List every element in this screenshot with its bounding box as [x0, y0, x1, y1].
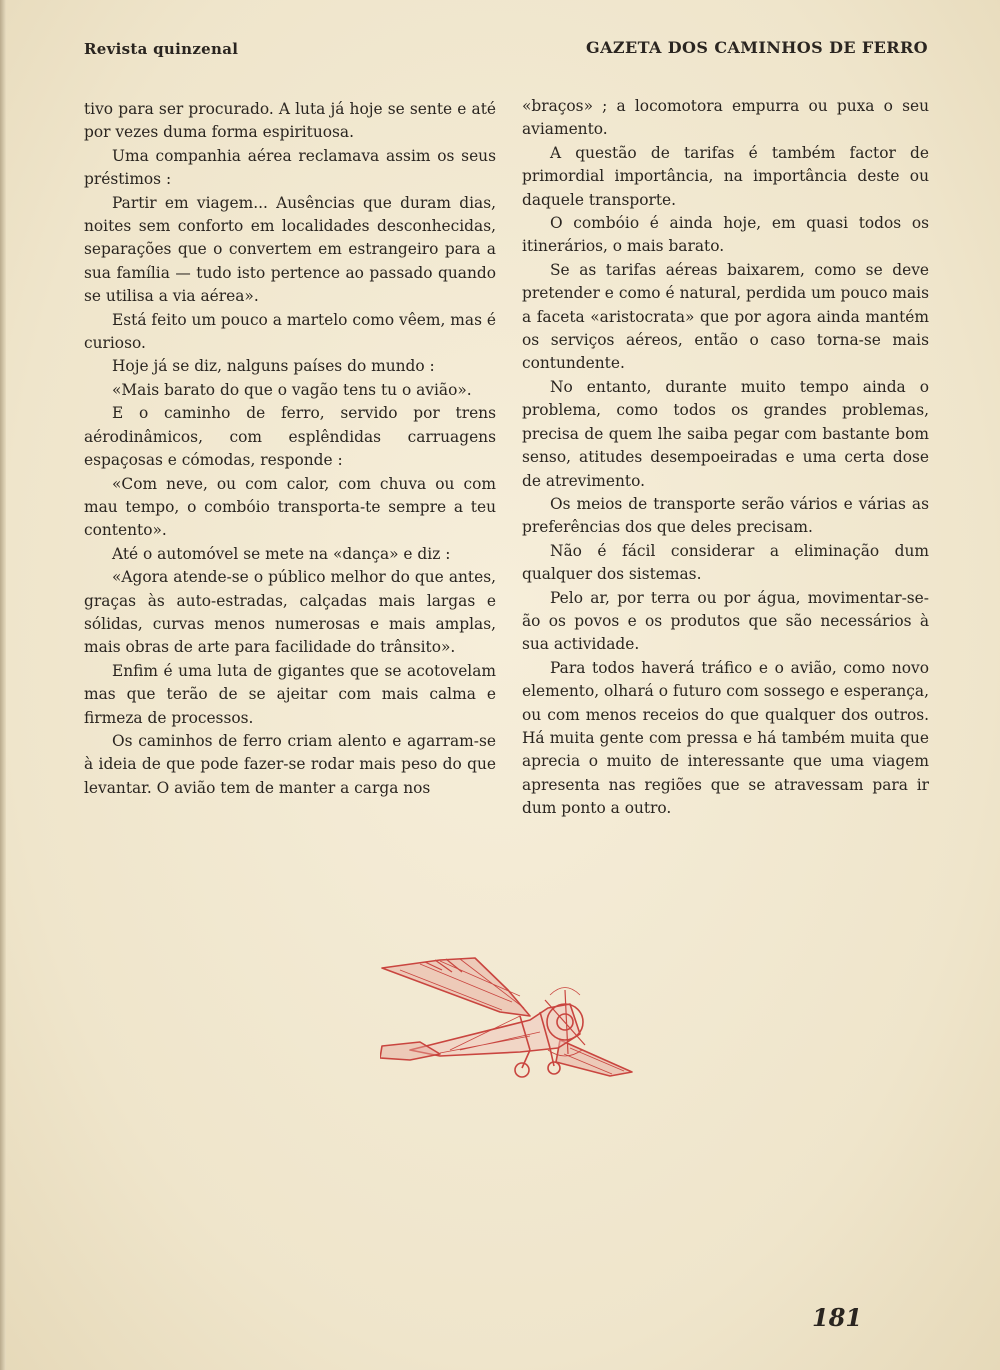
paragraph: Uma companhia aérea reclamava assim os seus préstimos :	[84, 146, 496, 189]
paragraph: Para todos haverá tráfico e o avião, como novo elemento, olhará o futuro com sossego e esperança, ou com menos receios do que qualquer dos outros. Há muita gente com pressa e há também muita que aprecia o muito de interessante que uma viagem apresenta nas regiões que se atravessam para ir dum ponto a outro.	[522, 658, 929, 818]
paragraph: tivo para ser procurado. A luta já hoje se sente e até por vezes duma forma espirituosa.	[84, 100, 496, 142]
paragraph: «Mais barato do que o vagão tens tu o avião».	[112, 380, 472, 399]
paragraph: Se as tarifas aéreas baixarem, como se deve pretender e como é natural, perdida um pouco mais a faceta «aristocrata» que por agora ainda mantém os serviços aéreos, então o caso torna-se mais contundente.	[522, 260, 929, 373]
paragraph: Pelo ar, por terra ou por água, movimentar-se-ão os povos e os produtos que são necessários à sua actividade.	[522, 588, 929, 654]
paragraph: E o caminho de ferro, servido por trens aérodinâmicos, com esplêndidas carruagens espaçosas e cómodas, responde :	[84, 404, 496, 470]
right-column	[522, 95, 929, 821]
page-edge	[0, 0, 6, 1370]
airplane-icon	[380, 950, 636, 1085]
paragraph: No entanto, durante muito tempo ainda o problema, como todos os grandes problemas, precisa de quem lhe saiba pegar com bastante bom senso, atitudes desempoeiradas e uma certa dose de atrevimento.	[522, 377, 929, 490]
paragraph: Partir em viagem... Ausências que duram dias, noites sem conforto em localidades desconhecidas, separações que o convertem em estrangeiro para a sua família — tudo isto pertence ao passado quando se utilisa a via aérea».	[84, 193, 496, 306]
page-number: 181	[812, 1303, 863, 1332]
paragraph: «Agora atende-se o público melhor do que antes, graças às auto-estradas, calçadas mais largas e sólidas, curvas menos numerosas e mais amplas, mais obras de arte para facilidade do trânsito».	[84, 568, 496, 657]
paragraph: A questão de tarifas é também factor de primordial importância, na importância deste ou daquele transporte.	[522, 143, 929, 209]
paragraph: Os caminhos de ferro criam alento e agarram-se à ideia de que pode fazer-se rodar mais peso do que levantar. O avião tem de manter a carga nos	[84, 731, 496, 797]
paragraph: Enfim é uma luta de gigantes que se acotovelam mas que terão de se ajeitar com mais calma e firmeza de processos.	[84, 661, 496, 727]
running-header-right: GAZETA DOS CAMINHOS DE FERRO	[586, 38, 928, 57]
paragraph: Está feito um pouco a martelo como vêem, mas é curioso.	[84, 310, 496, 353]
paragraph: «Com neve, ou com calor, com chuva ou com mau tempo, o combóio transporta-te sempre a teu contento».	[84, 474, 496, 540]
paragraph: Hoje já se diz, nalguns países do mundo :	[112, 357, 435, 376]
left-column	[84, 98, 496, 800]
running-header-left: Revista quinzenal	[84, 40, 239, 58]
paragraph: Até o automóvel se mete na «dança» e diz :	[112, 544, 451, 563]
paragraph: Não é fácil considerar a eliminação dum qualquer dos sistemas.	[522, 541, 929, 584]
paragraph: O combóio é ainda hoje, em quasi todos os itinerários, o mais barato.	[522, 214, 929, 256]
paragraph: Os meios de transporte serão vários e várias as preferências dos que deles precisam.	[522, 494, 929, 537]
paragraph: «braços» ; a locomotora empurra ou puxa o seu aviamento.	[522, 97, 929, 139]
